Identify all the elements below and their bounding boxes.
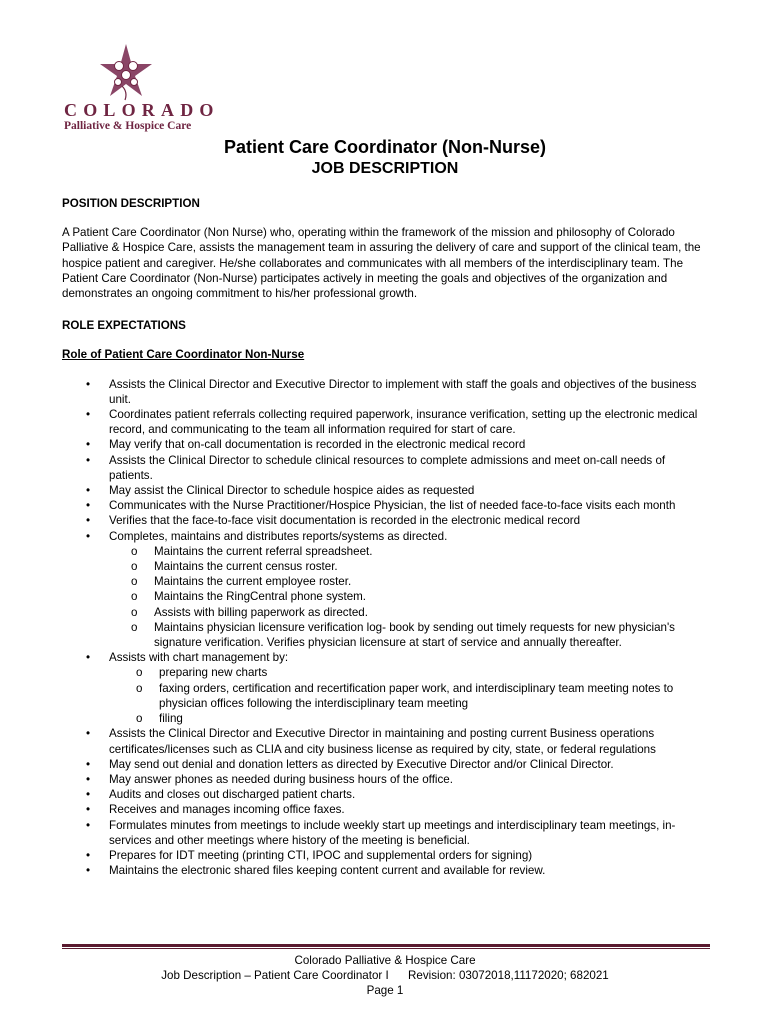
logo-tagline: Palliative & Hospice Care: [64, 120, 192, 132]
list-item: • Audits and closes out discharged patient charts.: [62, 787, 712, 802]
position-heading: POSITION DESCRIPTION: [62, 197, 200, 210]
list-item: • Maintains the electronic shared files keeping content current and available for review.: [62, 863, 712, 878]
chart-sublist: [109, 665, 712, 726]
sub-list-item: o preparing new charts: [109, 665, 712, 680]
logo-wordmark: COLORADO: [64, 100, 220, 120]
list-item-text: Completes, maintains and distributes reports/systems as directed.: [109, 529, 448, 543]
footer-page-number: Page 1: [366, 984, 404, 998]
list-item: • Assists the Clinical Director and Executive Director in maintaining and posting current Business operations certificates/licenses such as CLIA and city business license as required by city, state, or federal regulations: [62, 726, 712, 756]
page-footer: [0, 953, 770, 999]
footer-revision: Job Description – Patient Care Coordinator I Revision: 03072018,11172020; 682021: [161, 969, 609, 983]
list-item: • Communicates with the Nurse Practitioner/Hospice Physician, the list of needed face-to-face visits each month: [62, 498, 712, 513]
reports-sublist: [109, 544, 712, 650]
list-item-text: Assists with chart management by:: [109, 651, 289, 665]
role-subheading: Role of Patient Care Coordinator Non-Nurse: [62, 348, 305, 362]
list-item: • Coordinates patient referrals collecting required paperwork, insurance verification, setting up the electronic medical record, and communicating to the team all information required for start of care.: [62, 407, 712, 437]
sub-list-item: o Maintains the current employee roster.: [109, 574, 712, 589]
list-item: • Assists the Clinical Director and Executive Director to implement with staff the goals and objectives of the business unit.: [62, 377, 712, 407]
role-list: [62, 377, 712, 879]
footer-org: Colorado Palliative & Hospice Care: [294, 954, 476, 967]
list-item: • May assist the Clinical Director to schedule hospice aides as requested: [62, 483, 712, 498]
footer-divider-thin: [62, 948, 710, 949]
footer-divider: [62, 944, 710, 947]
sub-list-item: o Maintains the current census roster.: [109, 559, 712, 574]
list-item: • May answer phones as needed during business hours of the office.: [62, 772, 712, 787]
position-text: A Patient Care Coordinator (Non Nurse) who, operating within the framework of the mission and philosophy of Colorado Palliative & Hospice Care, assists the management team in assuring the delivery of care and support of the clinical team, the hospice patient and caregiver. He/she collaborates and communicates with all members of the interdisciplinary team. The Patient Care Coordinator (Non-Nurse) participates actively in meeting the goals and objectives of the organization and demonstrates an ongoing commitment to his/her professional growth.: [62, 226, 701, 301]
sub-list-item: o filing: [109, 711, 712, 726]
list-item: • Prepares for IDT meeting (printing CTI, IPOC and supplemental orders for signing): [62, 848, 712, 863]
list-item: • May send out denial and donation letters as directed by Executive Director and/or Clinical Director.: [62, 757, 712, 772]
page-subtitle: JOB DESCRIPTION: [311, 160, 459, 177]
list-item: [62, 529, 712, 651]
list-item: • Formulates minutes from meetings to include weekly start up meetings and interdisciplinary team meetings, in-services and other meetings where history of the meeting is beneficial.: [62, 818, 712, 848]
sub-list-item: o Maintains physician licensure verification log- book by sending out timely requests for new physician's signature verification. Verifies physician licensure at start of service and annually thereafter.: [109, 620, 712, 650]
document-body: [62, 196, 712, 878]
list-item: • Verifies that the face-to-face visit documentation is recorded in the electronic medical record: [62, 513, 712, 528]
sub-list-item: o Maintains the RingCentral phone system.: [109, 589, 712, 604]
sub-list-item: o Assists with billing paperwork as directed.: [109, 605, 712, 620]
vine-icon: [122, 86, 126, 100]
page-title: Patient Care Coordinator (Non-Nurse): [223, 137, 547, 157]
list-item: • Receives and manages incoming office faxes.: [62, 802, 712, 817]
role-heading: ROLE EXPECTATIONS: [62, 319, 186, 333]
list-item: • Assists the Clinical Director to schedule clinical resources to complete admissions and meet on-call needs of patients.: [62, 453, 712, 483]
list-item: • May verify that on-call documentation is recorded in the electronic medical record: [62, 437, 712, 452]
sub-list-item: o Maintains the current referral spreadsheet.: [109, 544, 712, 559]
list-item: [62, 650, 712, 726]
sub-list-item: o faxing orders, certification and recertification paper work, and interdisciplinary team meeting notes to physician offices following the interdisciplinary team meeting: [109, 681, 712, 711]
